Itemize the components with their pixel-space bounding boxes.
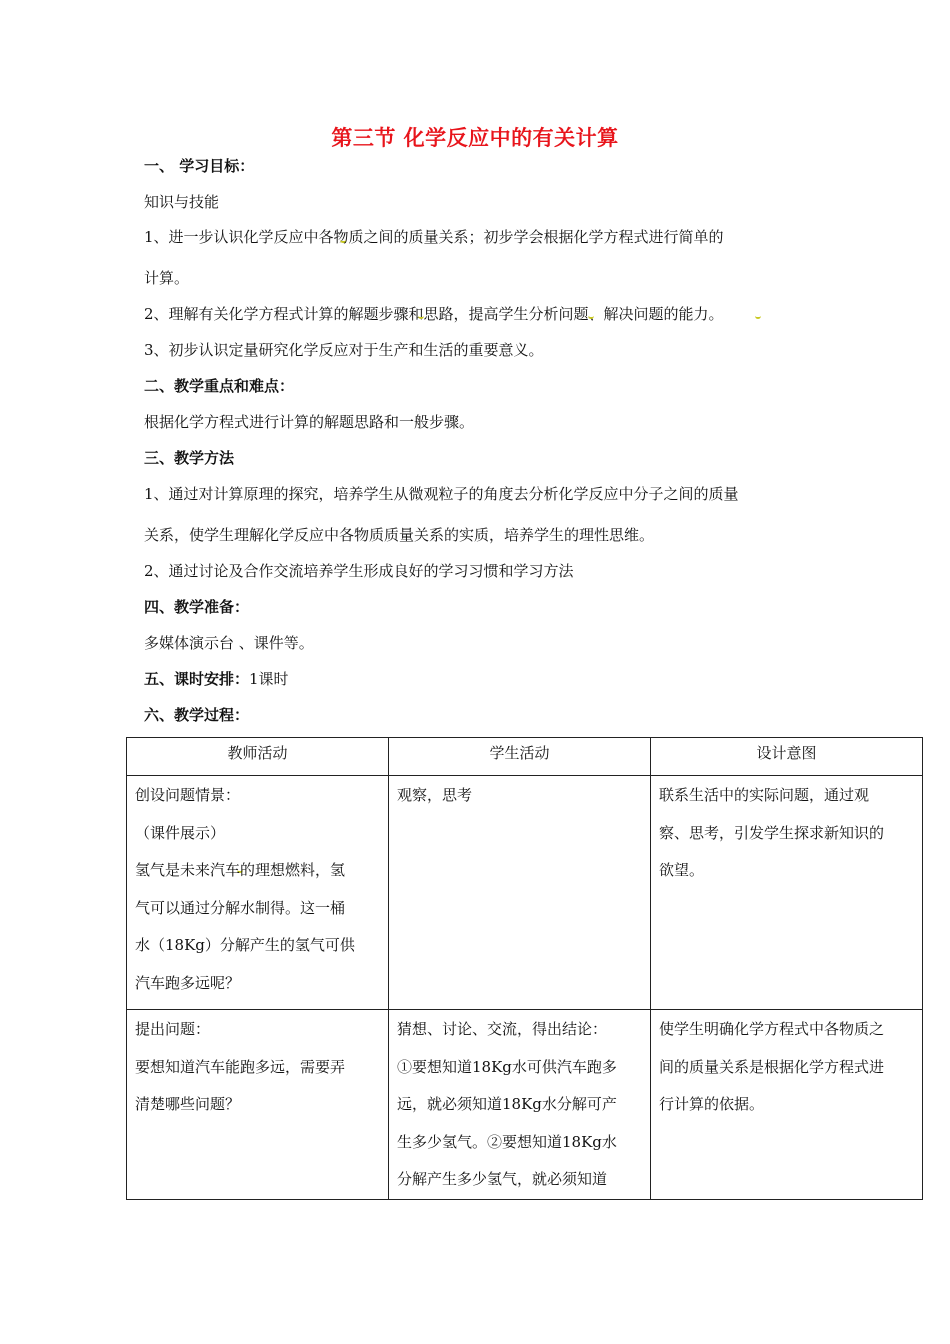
teacher-activity-cell — [127, 776, 389, 1010]
method-2: 2、通过讨论及合作交流培养学生形成良好的学习习惯和学习方法 — [144, 562, 574, 580]
header-teacher-activity: 教师活动 — [127, 738, 389, 776]
student-activity-text: 猜想、讨论、交流，得出结论： ①要想知道18Kg水可供汽车跑多 远，就必须知道18Kg水分解可产 生多少氢气。②要想知道18Kg水 分解产生多少氢气，就必须知道 — [397, 1020, 617, 1188]
heading-key-points: 二、教学重点和难点： — [144, 377, 295, 395]
design-intent-cell — [651, 1010, 923, 1200]
heading-teaching-process: 六、教学过程： — [144, 706, 250, 724]
goal-3: 3、初步认识定量研究化学反应对于生产和生活的重要意义。 — [144, 341, 544, 359]
edit-mark — [755, 313, 761, 319]
schedule-value: 1课时 — [249, 670, 289, 688]
key-points-text: 根据化学方程式进行计算的解题思路和一般步骤。 — [144, 413, 475, 431]
table-row — [127, 776, 923, 1010]
design-intent-text: 使学生明确化学方程式中各物质之 间的质量关系是根据化学方程式进 行计算的依据。 — [659, 1020, 885, 1113]
document-title: 第三节 化学反应中的有关计算 — [331, 126, 619, 150]
schedule-line — [144, 669, 289, 689]
student-activity-cell — [389, 1010, 651, 1200]
goal-2: 2、理解有关化学方程式计算的解题步骤和思路，提高学生分析问题、解决问题的能力。 — [144, 305, 724, 323]
subheading-knowledge-skills: 知识与技能 — [144, 193, 220, 211]
header-design-intent: 设计意图 — [651, 738, 923, 776]
preparation-text: 多媒体演示台 、课件等。 — [144, 634, 314, 652]
heading-preparation: 四、教学准备： — [144, 598, 250, 616]
method-1-line-1: 1、通过对计算原理的探究，培养学生从微观粒子的角度去分析化学反应中分子之间的质量 — [144, 485, 739, 503]
student-activity-text: 观察，思考 — [397, 786, 473, 804]
edit-mark — [340, 237, 346, 243]
table-header-row — [127, 738, 923, 776]
table-row — [127, 1010, 923, 1200]
design-intent-text: 联系生活中的实际问题，通过观 察、思考，引发学生探求新知识的 欲望。 — [659, 786, 885, 879]
heading-schedule: 五、课时安排： — [144, 670, 250, 688]
teacher-activity-text: 提出问题： 要想知道汽车能跑多远，需要弄 清楚哪些问题？ — [135, 1020, 346, 1113]
goal-1-line-1: 1、进一步认识化学反应中各物质之间的质量关系；初步学会根据化学方程式进行简单的 — [144, 228, 724, 246]
design-intent-cell — [651, 776, 923, 1010]
header-student-activity: 学生活动 — [389, 738, 651, 776]
heading-learning-goals: 一、 学习目标： — [144, 157, 255, 175]
edit-mark — [588, 313, 594, 319]
teacher-activity-text: 创设问题情景： （课件展示） 氢气是未来汽车的理想燃料，氢 气可以通过分解水制得。这一桶 水（18Kg）分解产生的氢气可供 汽车跑多远呢？ — [135, 786, 355, 992]
goal-1-line-2: 计算。 — [144, 269, 190, 287]
heading-teaching-method: 三、教学方法 — [144, 449, 235, 467]
edit-mark — [418, 313, 424, 319]
teaching-process-table — [126, 737, 923, 1200]
teacher-activity-cell — [127, 1010, 389, 1200]
student-activity-cell — [389, 776, 651, 1010]
method-1-line-2: 关系，使学生理解化学反应中各物质质量关系的实质，培养学生的理性思维。 — [144, 526, 655, 544]
